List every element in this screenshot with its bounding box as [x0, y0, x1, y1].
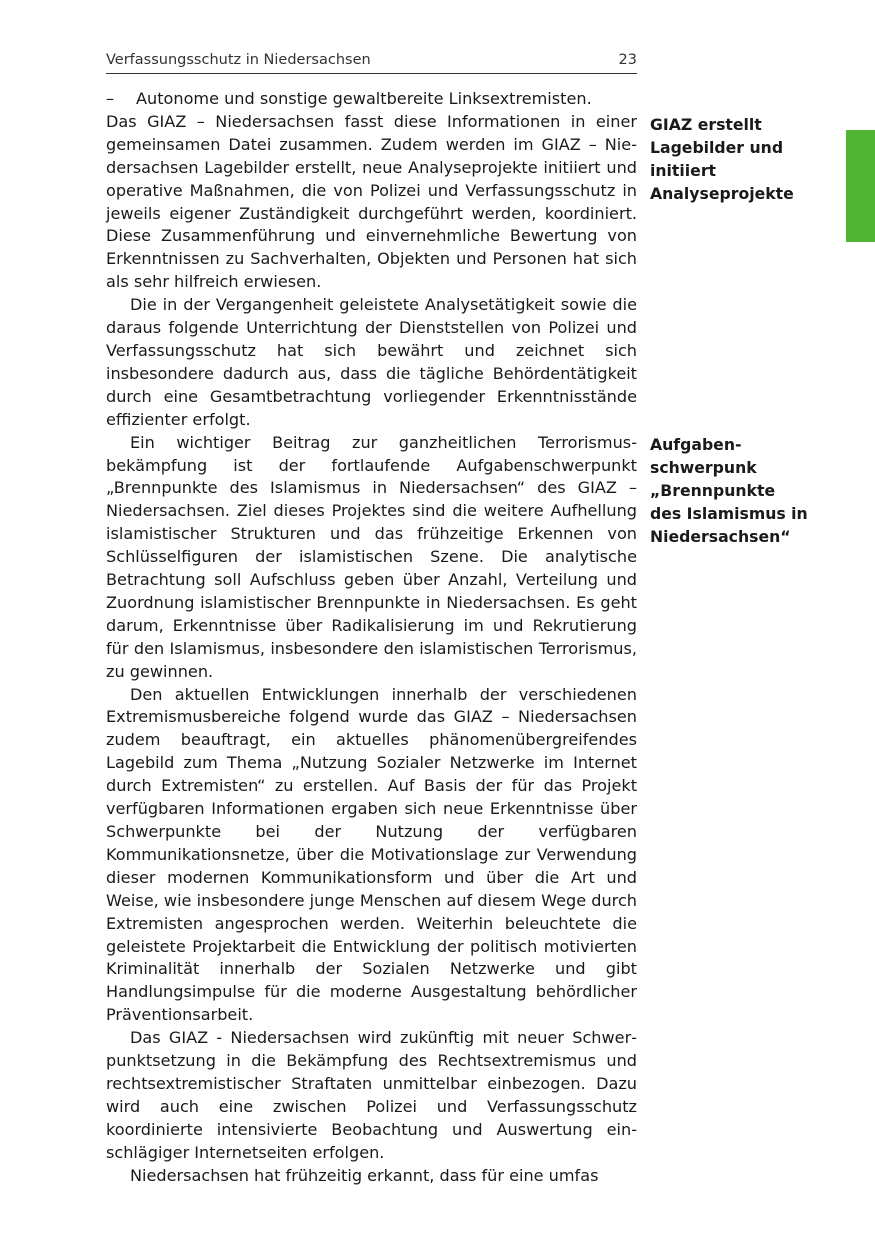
margin-note-brennpunkte: Aufgabenschwerpunk „Brennpunkte des Islamismus in Niedersachsen“ [650, 435, 808, 546]
paragraph-2: Die in der Vergangenheit geleistete Analysetätigkeit sowie die daraus folgende Unterrichtung der Dienststellen von Polizei und Verfassungsschutz hat sich bewährt und zeichnet sich insbesondere dadurch aus, dass die tägliche Behördentätigkeit durch eine Gesamtbetrachtung vorliegender Erkenntnisstände effizienter erfolgt. [106, 295, 637, 429]
body-text [106, 88, 637, 1188]
margin-note-lagebilder: GIAZ erstellt Lagebilder und initiiert Analyseprojekte [650, 115, 794, 203]
paragraph-3: Ein wichtiger Beitrag zur ganzheitlichen Terrorismusbekämpfung ist der fortlaufende Aufgabenschwerpunkt „Brennpunkte des Islamismus in Niedersachsen“ des GIAZ – Niedersachsen. Ziel dieses Projektes sind die weitere Aufhellung islamistischer Strukturen und das frühzeitige Erkennen von Schlüsselfiguren der islamistischen Szene. Die analytische Betrachtung soll Aufschluss geben über Anzahl, Verteilung und Zuordnung islamistischer Brennpunkte in Niedersachsen. Es geht darum, Erkenntnisse über Radikalisierung im und Rekrutierung für den Islamismus, insbesondere den islamistischen Terrorismus, zu gewinnen. [106, 432, 637, 681]
running-title: Verfassungsschutz in Niedersachsen [106, 52, 371, 68]
page-number: 23 [618, 52, 637, 68]
paragraph-1: Das GIAZ – Niedersachsen fasst diese Informationen in einer gemeinsamen Datei zusammen. Zudem werden im GIAZ – Niedersachsen Lagebilder erstellt, neue Analyseprojekte initiiert und operative Maßnahmen, die von Polizei und Verfassungsschutz in jeweils eigener Zuständigkeit durchgeführt werden, koordiniert. Diese Zusammenführung und einvernehmliche Bewertung von Erkenntnissen zu Sachverhalten, Objekten und Personen hat sich als sehr hilfreich erwiesen. [106, 111, 637, 292]
bullet-text: Autonome und sonstige gewaltbereite Linksextremisten. [136, 89, 592, 108]
paragraph-5: Das GIAZ - Niedersachsen wird zukünftig mit neuer Schwerpunktsetzung in die Bekämpfung des Rechtsextremismus und rechtsextremistischer Straftaten unmittelbar einbezogen. Dazu wird auch eine zwischen Polizei und Verfassungsschutz koordinierte intensivierte Beobachtung und Auswertung einschlägiger Internetseiten erfolgen. [106, 1028, 637, 1162]
chapter-color-tab [846, 130, 875, 242]
running-header [106, 50, 637, 74]
bullet-dash: – [106, 89, 115, 108]
paragraph-6: Niedersachsen hat frühzeitig erkannt, dass für eine umfas [130, 1165, 599, 1185]
bullet-item [106, 88, 637, 111]
paragraph-4: Den aktuellen Entwicklungen innerhalb der verschiedenen Extremismusbereiche folgend wurde das GIAZ – Niedersachsen zudem beauftragt, ein aktuelles phänomenübergreifendes Lagebild zum Thema „Nutzung Sozialer Netzwerke im Internet durch Extremisten“ zu erstellen. Auf Basis der für das Projekt verfügbaren Informationen ergaben sich neue Erkenntnisse über Schwerpunkte bei der Nutzung der verfügbaren Kommunikationsnetze, über die Motivationslage zur Verwendung dieser modernen Kommunikationsform und über die Art und Weise, wie insbesondere junge Menschen auf diesem Wege durch Extremisten angesprochen werden. Weiterhin beleuchtete die geleistete Projektarbeit die Entwicklung der politisch motivierten Kriminalität innerhalb der Sozialen Netzwerke und gibt Handlungsimpulse für die moderne Ausgestaltung behördlicher Präventionsarbeit. [106, 684, 637, 1025]
